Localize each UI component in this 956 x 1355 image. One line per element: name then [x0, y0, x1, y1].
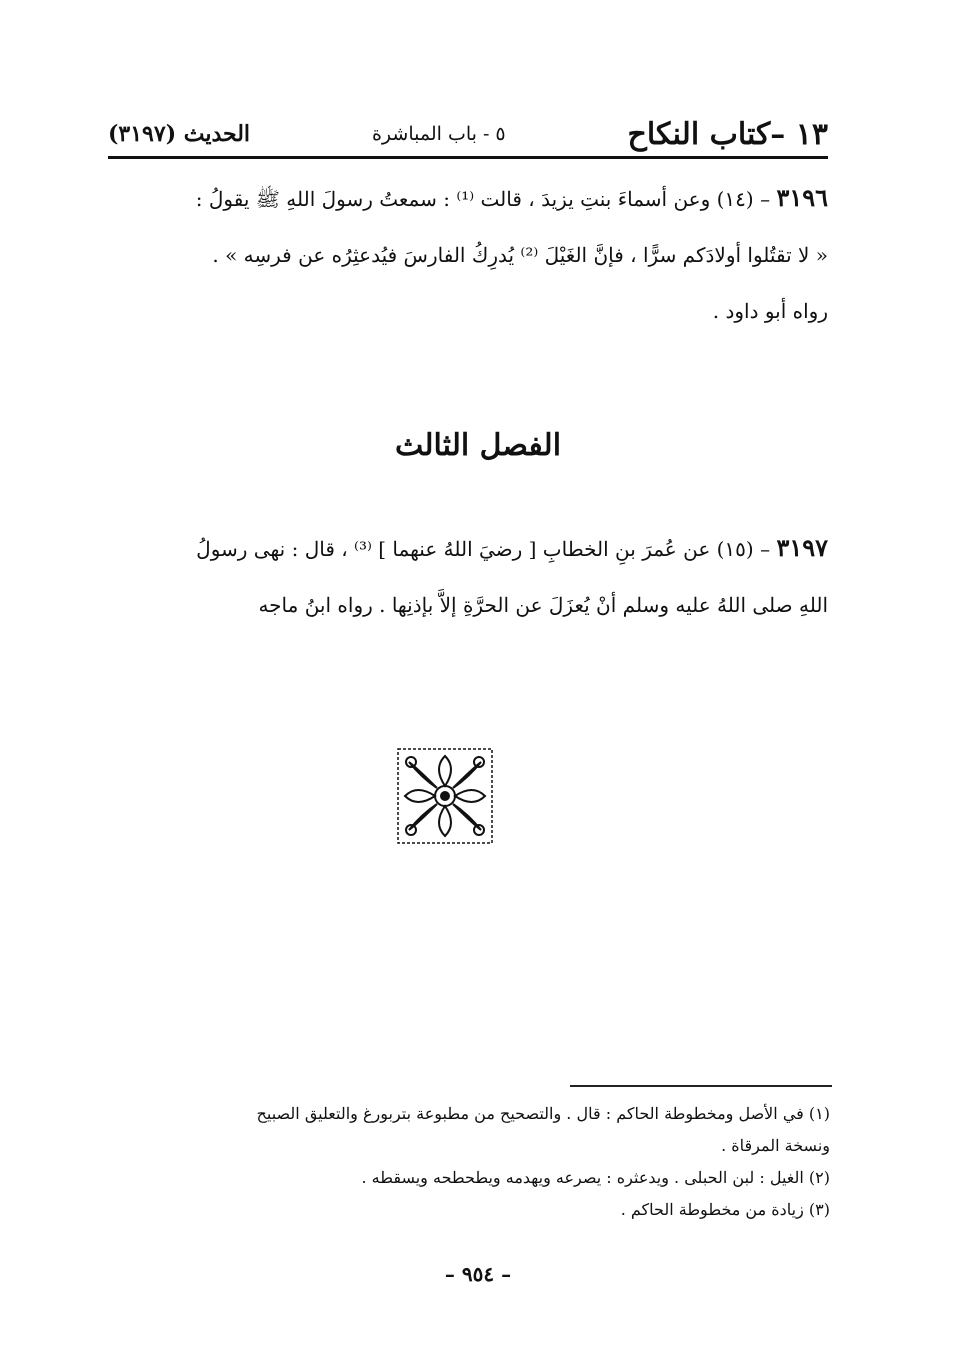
footnote-1-line-2: ونسخة المرقاة . — [721, 1136, 830, 1155]
hadith-3196-line-1 — [108, 170, 828, 227]
running-header — [108, 112, 828, 156]
footnotes — [110, 1098, 830, 1226]
footnote-1-line-1: (١) في الأصل ومخطوطة الحاكم : قال . والتصحيح من مطبوعة بتربورغ والتعليق الصبيح — [256, 1104, 830, 1123]
chapter-section: ٥ - باب المباشرة — [371, 123, 506, 145]
section-title: الفصل الثالث — [394, 428, 562, 463]
header-divider — [108, 156, 828, 159]
floral-ornament-icon — [397, 748, 493, 844]
footnote-divider — [570, 1085, 832, 1087]
page-number: – ٩٥٤ – — [444, 1262, 512, 1286]
chapter-title: ١٣ –كتاب النكاح — [627, 116, 828, 152]
hadith-3197-text-1: – (١٥) عن عُمرَ بنِ الخطابِ [ رضيَ اللهُ عنهما ] ⁽³⁾ ، قال : نهى رسولُ — [196, 537, 771, 561]
hadith-3196 — [108, 170, 828, 339]
hadith-3197-number: ٣١٩٧ — [776, 533, 828, 562]
hadith-3197 — [108, 520, 828, 633]
footnote-3: (٣) زيادة من مخطوطة الحاكم . — [620, 1200, 830, 1219]
hadith-3196-line-2: « لا تقتُلوا أولادَكم سرًّا ، فإنَّ الغَيْلَ ⁽²⁾ يُدرِكُ الفارسَ فيُدعثِرُه عن فرسِه » . — [212, 243, 828, 267]
hadith-3196-line-3: رواه أبو داود . — [712, 299, 828, 323]
hadith-range: الحديث (٣١٩٧) — [108, 121, 251, 147]
hadith-3197-line-1 — [108, 520, 828, 577]
hadith-3197-line-2: اللهِ صلى اللهُ عليه وسلم أنْ يُعزَلَ عن الحرَّةِ إلاَّ بإذنِها . رواه ابنُ ماجه — [258, 593, 828, 617]
hadith-3196-number: ٣١٩٦ — [776, 183, 828, 212]
footnote-2: (٢) الغيل : لبن الحبلى . ويدعثره : يصرعه ويهدمه ويطحطحه ويسقطه . — [361, 1168, 830, 1187]
hadith-3196-text-1: – (١٤) وعن أسماءَ بنتِ يزيدَ ، قالت ⁽¹⁾ : سمعتُ رسولَ اللهِ ﷺ يقولُ : — [195, 187, 771, 211]
